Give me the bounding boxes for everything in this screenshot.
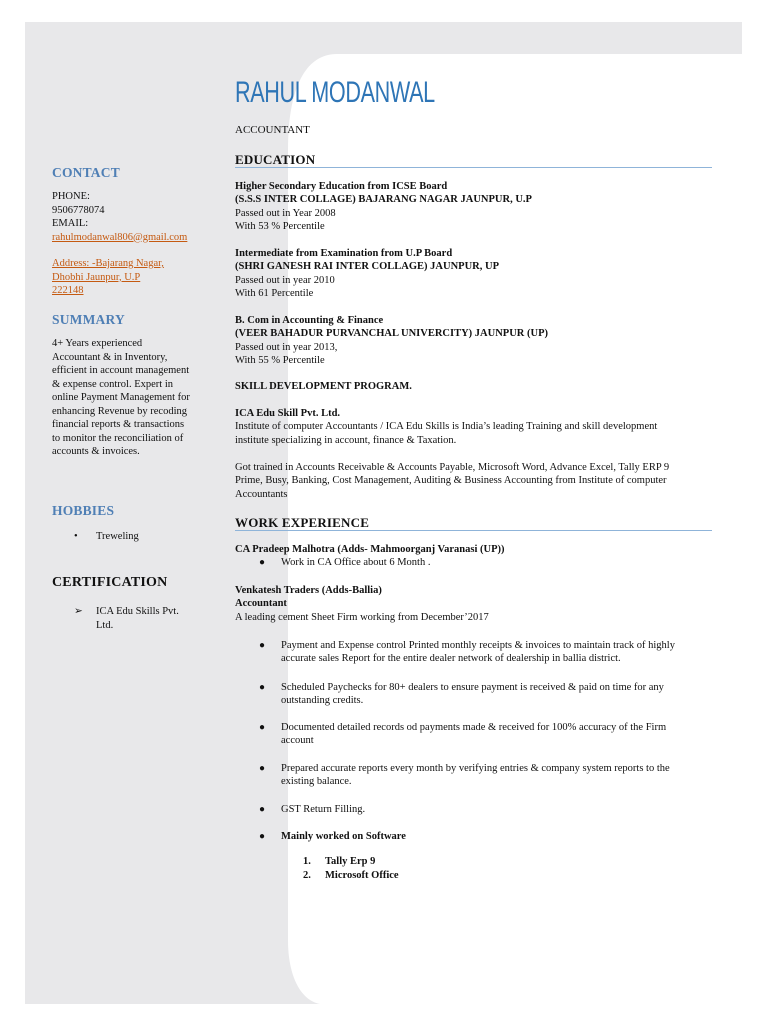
ica-title: ICA Edu Skill Pvt. Ltd. <box>235 408 341 419</box>
bullet-icon: ● <box>259 682 266 693</box>
summary-line: Accountant & in Inventory, <box>52 351 168 363</box>
contact-block <box>52 190 212 298</box>
phone-number: 9506778074 <box>52 204 105 216</box>
certification-heading: CERTIFICATION <box>52 575 168 590</box>
education-year: Passed out in year 2013, <box>235 341 338 353</box>
bullet-line: Prepared accurate reports every month by verifying entries & company system reports to the <box>281 763 670 774</box>
bullet-icon: ● <box>259 722 266 733</box>
list-item <box>235 762 713 789</box>
email-label: EMAIL: <box>52 218 89 229</box>
job-bullet <box>235 681 713 708</box>
certification-line: Ltd. <box>96 619 114 631</box>
job-entry <box>235 543 713 570</box>
education-school: (VEER BAHADUR PURVANCHAL UNIVERCITY) JAUNPUR (UP) <box>235 328 548 340</box>
bullet-line: Documented detailed records od payments made & received for 100% accuracy of the Firm <box>281 722 667 733</box>
list-item <box>235 803 713 816</box>
certification-text <box>96 605 179 632</box>
bullet-line: accurate sales Report for the entire dealer network of dealership in ballia district. <box>281 653 621 665</box>
bullet-line: Payment and Expense control Printed monthly receipts & invoices to maintain track of highly <box>281 640 675 651</box>
candidate-role: ACCOUNTANT <box>235 124 310 136</box>
hobby-text: Treweling <box>96 531 139 542</box>
bullet-icon: • <box>74 531 78 542</box>
education-score: With 55 % Percentile <box>235 354 325 366</box>
summary-line: & expense control. Expert in <box>52 378 174 390</box>
bullet-icon: ● <box>259 640 266 651</box>
arrow-bullet-icon: ➢ <box>74 606 83 617</box>
candidate-name: RAHUL MODANWAL <box>235 76 435 109</box>
education-score: With 53 % Percentile <box>235 220 325 232</box>
certification-line: ICA Edu Skills Pvt. <box>96 606 179 617</box>
job-bullet-text: Work in CA Office about 6 Month . <box>281 557 431 569</box>
summary-line: to monitor the reconciliation of <box>52 432 184 444</box>
education-title: Higher Secondary Education from ICSE Board <box>235 181 448 192</box>
email-link[interactable]: rahulmodanwal806@gmail.com <box>52 231 188 243</box>
education-school: (SHRI GANESH RAI INTER COLLAGE) JAUNPUR, UP <box>235 261 499 273</box>
education-title: B. Com in Accounting & Finance <box>235 315 384 326</box>
software-item <box>235 855 713 868</box>
summary-heading: SUMMARY <box>52 312 125 327</box>
summary-line: enhancing Revenue by recoding <box>52 405 187 417</box>
list-item <box>235 639 713 666</box>
list-item <box>52 605 212 632</box>
software-name: Microsoft Office <box>325 869 399 881</box>
bullet-line: GST Return Filling. <box>281 804 366 815</box>
ica-line: institute specializing in account, finance & Taxation. <box>235 434 457 446</box>
training-block <box>235 461 713 501</box>
education-score: With 61 Percentile <box>235 287 314 299</box>
summary-line: efficient in account management <box>52 365 190 376</box>
address-line-2[interactable]: Dhobhi Jaunpur, U.P <box>52 271 141 283</box>
job-entry <box>235 584 713 624</box>
list-item <box>235 556 713 569</box>
training-line: Got trained in Accounts Receivable & Accounts Payable, Microsoft Word, Advance Excel, Tally ERP 9 <box>235 462 670 473</box>
bullet-icon: ● <box>259 557 266 569</box>
job-description: A leading cement Sheet Firm working from December’2017 <box>235 611 489 623</box>
bullet-icon: ● <box>259 831 266 842</box>
list-item <box>235 721 713 748</box>
job-bullet <box>235 762 713 789</box>
summary-line: accounts & invoices. <box>52 446 140 457</box>
list-item <box>52 530 212 544</box>
hobbies-heading: HOBBIES <box>52 503 115 518</box>
education-entry <box>235 180 713 233</box>
job-bullet <box>235 803 713 816</box>
summary-line: 4+ Years experienced <box>52 338 143 349</box>
education-entry <box>235 247 713 300</box>
education-heading: EDUCATION <box>235 153 712 168</box>
software-number: 1. <box>303 856 311 868</box>
skill-program-heading: SKILL DEVELOPMENT PROGRAM. <box>235 381 412 392</box>
education-school: (S.S.S INTER COLLAGE) BAJARANG NAGAR JAUNPUR, U.P <box>235 194 532 206</box>
training-line: Prime, Busy, Banking, Cost Management, Auditing & Business Accounting from Institute of computer <box>235 475 667 487</box>
training-line: Accountants <box>235 488 288 500</box>
work-experience-heading: WORK EXPERIENCE <box>235 516 712 531</box>
ica-block <box>235 407 713 447</box>
hobbies-list <box>52 530 212 544</box>
software-item <box>235 869 713 882</box>
job-title: Venkatesh Traders (Adds-Ballia) <box>235 585 382 596</box>
bullet-icon: ● <box>259 804 266 815</box>
education-title: Intermediate from Examination from U.P Board <box>235 248 453 259</box>
certification-list <box>52 605 212 632</box>
education-entry <box>235 314 713 367</box>
education-year: Passed out in year 2010 <box>235 274 335 286</box>
bullet-line: existing balance. <box>281 776 352 788</box>
bullet-icon: ● <box>259 763 266 774</box>
job-role: Accountant <box>235 598 287 610</box>
list-item <box>235 681 713 708</box>
summary-line: online Payment Management for <box>52 392 190 403</box>
bullet-line: account <box>281 735 314 747</box>
education-year: Passed out in Year 2008 <box>235 207 336 219</box>
phone-label: PHONE: <box>52 191 90 202</box>
job-bullet <box>235 639 713 666</box>
software-heading: Mainly worked on Software <box>281 831 406 842</box>
ica-line: Institute of computer Accountants / ICA Edu Skills is India’s leading Training and skill development <box>235 421 658 433</box>
job-title: CA Pradeep Malhotra (Adds- Mahmoorganj Varanasi (UP)) <box>235 544 505 555</box>
summary-text <box>52 337 212 459</box>
list-item <box>235 830 713 843</box>
bullet-line: Scheduled Paychecks for 80+ dealers to ensure payment is received & paid on time for any <box>281 682 664 693</box>
address-line-1[interactable]: Address: -Bajarang Nagar, <box>52 258 164 269</box>
contact-heading: CONTACT <box>52 165 120 180</box>
bullet-line: outstanding credits. <box>281 695 364 707</box>
job-bullet <box>235 721 713 748</box>
software-number: 2. <box>303 869 311 881</box>
summary-line: financial reports & transactions <box>52 419 185 430</box>
software-name: Tally Erp 9 <box>325 856 376 868</box>
software-block <box>235 830 713 882</box>
address-line-3[interactable]: 222148 <box>52 285 84 296</box>
